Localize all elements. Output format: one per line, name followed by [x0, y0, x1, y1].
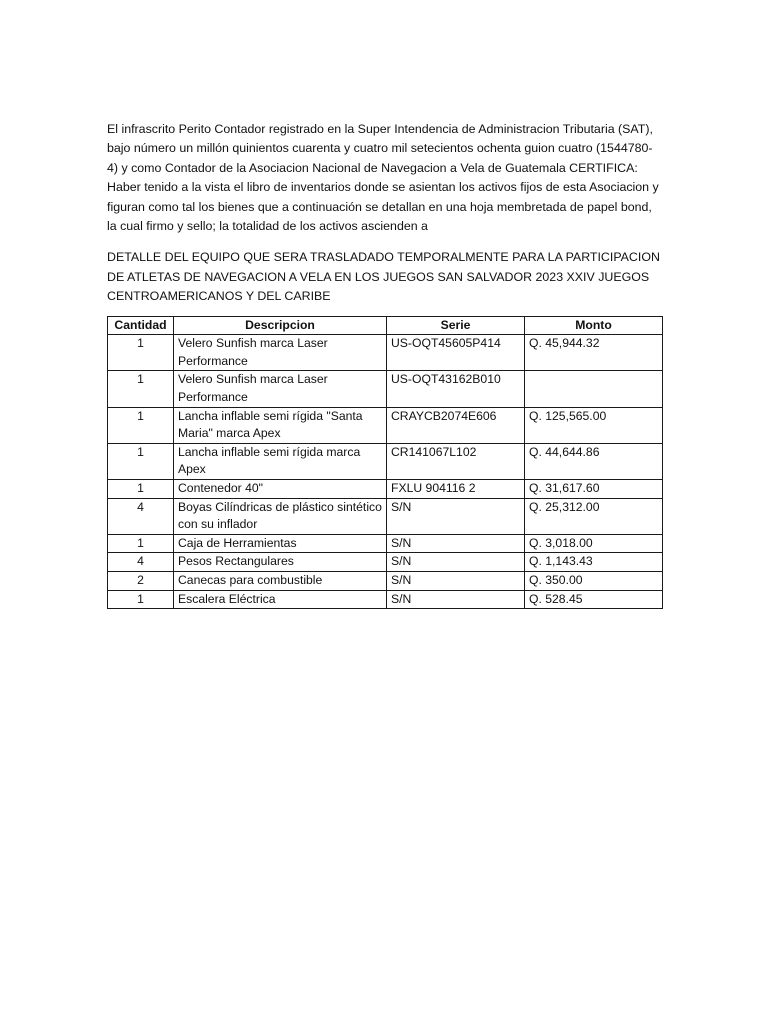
cell-monto: Q. 31,617.60 [525, 480, 663, 499]
cell-serie: S/N [387, 590, 525, 609]
table-row [108, 590, 663, 609]
cell-serie: S/N [387, 498, 525, 534]
cell-descripcion: Lancha inflable semi rígida "Santa Maria" marca Apex [174, 407, 387, 443]
cell-monto: Q. 3,018.00 [525, 534, 663, 553]
table-row [108, 335, 663, 371]
certification-paragraph: El infrascrito Perito Contador registrado en la Super Intendencia de Administracion Tributaria (SAT), bajo número un millón quinientos cuarenta y cuatro mil setecientos ochenta guion cuatro (1544780-4) y como Contador de la Asociacion Nacional de Navegacion a Vela de Guatemala CERTIFICA: Haber tenido a la vista el libro de inventarios donde se asientan los activos fijos de esta Asociacion y figuran como tal los bienes que a continuación se detallan en una hoja membretada de papel bond, la cual firmo y sello; la totalidad de los activos ascienden a [107, 122, 659, 234]
cell-cantidad: 4 [108, 553, 174, 572]
cell-serie: S/N [387, 534, 525, 553]
table-row [108, 534, 663, 553]
equipment-table [107, 316, 663, 610]
cell-serie: US-OQT43162B010 [387, 371, 525, 407]
cell-serie: S/N [387, 553, 525, 572]
table-row [108, 371, 663, 407]
cell-descripcion: Caja de Herramientas [174, 534, 387, 553]
cell-descripcion: Velero Sunfish marca Laser Performance [174, 335, 387, 371]
header-serie: Serie [387, 316, 525, 335]
cell-cantidad: 1 [108, 480, 174, 499]
cell-cantidad: 1 [108, 335, 174, 371]
table-row [108, 443, 663, 479]
cell-monto: Q. 528.45 [525, 590, 663, 609]
cell-monto: Q. 45,944.32 [525, 335, 663, 371]
cell-descripcion: Lancha inflable semi rígida marca Apex [174, 443, 387, 479]
cell-descripcion: Canecas para combustible [174, 571, 387, 590]
equipment-table-body [108, 335, 663, 609]
cell-monto [525, 371, 663, 407]
header-row [108, 316, 663, 335]
equipment-table-header [108, 316, 663, 335]
cell-serie: FXLU 904116 2 [387, 480, 525, 499]
cell-descripcion: Escalera Eléctrica [174, 590, 387, 609]
cell-cantidad: 1 [108, 443, 174, 479]
cell-descripcion: Pesos Rectangulares [174, 553, 387, 572]
cell-serie: US-OQT45605P414 [387, 335, 525, 371]
cell-cantidad: 1 [108, 371, 174, 407]
cell-monto: Q. 350.00 [525, 571, 663, 590]
cell-monto: Q. 1,143.43 [525, 553, 663, 572]
cell-monto: Q. 125,565.00 [525, 407, 663, 443]
document-page [107, 120, 662, 609]
cell-descripcion: Velero Sunfish marca Laser Performance [174, 371, 387, 407]
cell-cantidad: 1 [108, 407, 174, 443]
equipment-detail-heading: DETALLE DEL EQUIPO QUE SERA TRASLADADO TEMPORALMENTE PARA LA PARTICIPACION DE ATLETAS DE NAVEGACION A VELA EN LOS JUEGOS SAN SALVADOR 2023 XXIV JUEGOS CENTROAMERICANOS Y DEL CARIBE [107, 250, 660, 304]
header-cantidad: Cantidad [108, 316, 174, 335]
cell-monto: Q. 44,644.86 [525, 443, 663, 479]
cell-cantidad: 2 [108, 571, 174, 590]
cell-monto: Q. 25,312.00 [525, 498, 663, 534]
header-descripcion: Descripcion [174, 316, 387, 335]
table-row [108, 553, 663, 572]
cell-descripcion: Boyas Cilíndricas de plástico sintético con su inflador [174, 498, 387, 534]
table-row [108, 571, 663, 590]
cell-cantidad: 4 [108, 498, 174, 534]
cell-serie: S/N [387, 571, 525, 590]
cell-cantidad: 1 [108, 590, 174, 609]
cell-serie: CR141067L102 [387, 443, 525, 479]
cell-cantidad: 1 [108, 534, 174, 553]
table-row [108, 480, 663, 499]
table-row [108, 407, 663, 443]
cell-serie: CRAYCB2074E606 [387, 407, 525, 443]
table-row [108, 498, 663, 534]
cell-descripcion: Contenedor 40" [174, 480, 387, 499]
header-monto: Monto [525, 316, 663, 335]
